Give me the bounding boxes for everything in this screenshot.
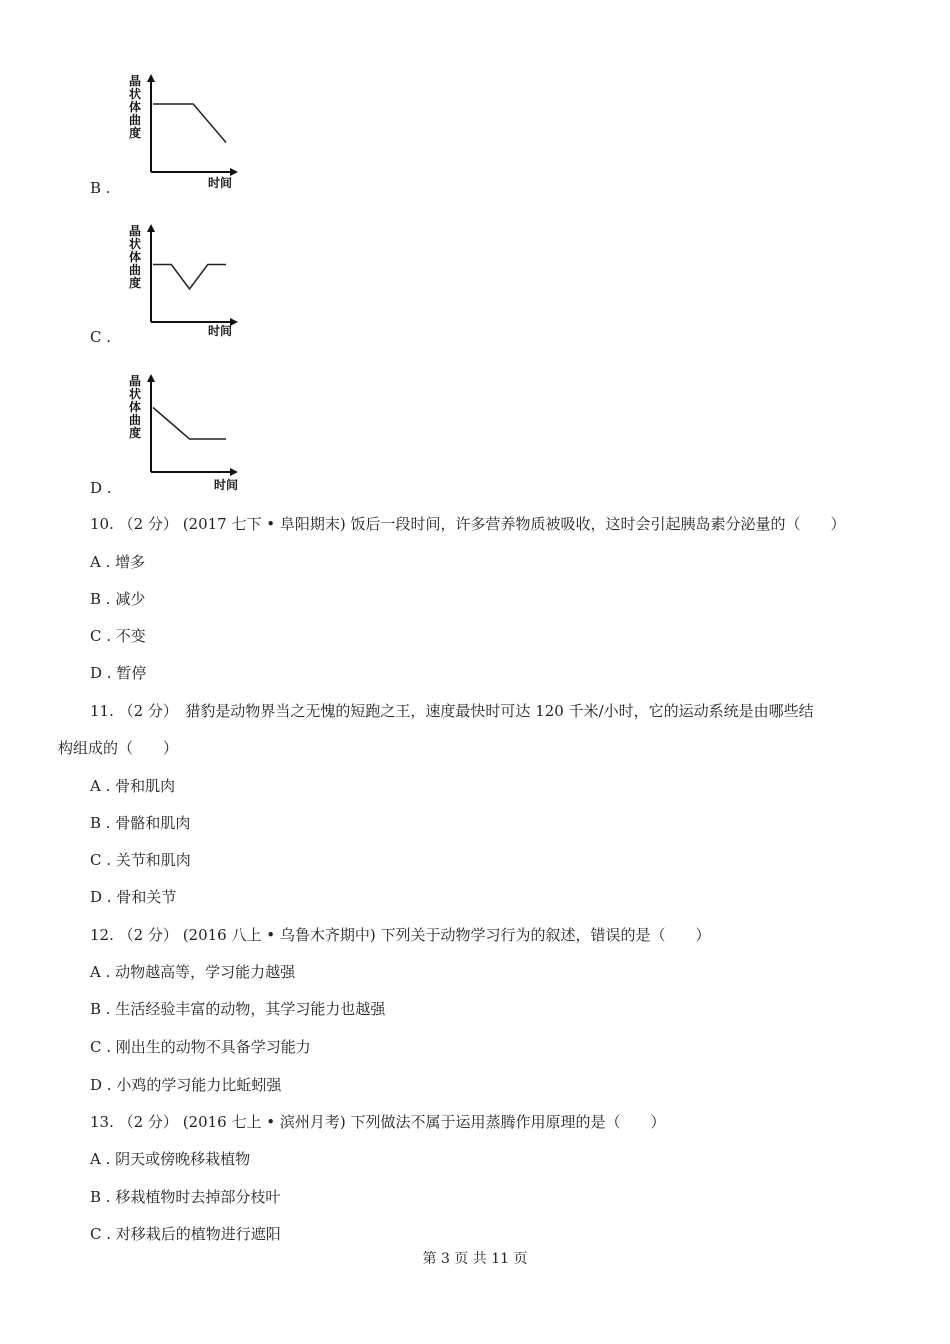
figure-c-plot [126,222,256,342]
option-label-b: B . [90,179,111,197]
y-axis-arrow [147,224,155,232]
question-13-stem: 13. （2 分） (2016 七上 • 滨州月考) 下列做法不属于运用蒸腾作用原理的是（ ） [90,1113,666,1131]
option-13-a: A . 阴天或傍晚移栽植物 [90,1150,251,1168]
figure-d [126,372,256,492]
curve [153,104,226,143]
option-11-a: A . 骨和肌肉 [90,777,176,795]
option-label-c: C . [90,328,112,346]
y-axis-label: 晶 状 体 曲 度 [128,374,141,440]
question-10-stem: 10. （2 分） (2017 七下 • 阜阳期末) 饭后一段时间，许多营养物质被吸收，这时会引起胰岛素分泌量的（ ） [90,515,846,533]
option-13-b: B . 移栽植物时去掉部分枝叶 [90,1188,281,1206]
question-11-stem: 11. （2 分） 猎豹是动物界当之无愧的短跑之王，速度最快时可达 120 千米/小时，它的运动系统是由哪些结 [90,702,814,720]
page-footer: 第 3 页 共 11 页 [422,1251,528,1267]
option-10-b: B . 减少 [90,590,146,608]
y-axis-label: 晶 状 体 曲 度 [128,74,141,140]
option-13-c: C . 对移栽后的植物进行遮阳 [90,1225,281,1243]
option-10-a: A . 增多 [90,553,146,571]
curve [153,265,226,290]
y-axis-label: 晶 状 体 曲 度 [128,224,141,290]
x-axis-label: 时间 [208,324,233,338]
figure-d-plot [126,372,256,492]
x-axis-label: 时间 [214,478,239,492]
x-axis-arrow [230,468,238,476]
option-10-c: C . 不变 [90,627,146,645]
option-11-d: D . 骨和关节 [90,888,177,906]
curve [153,408,226,440]
y-axis-arrow [147,374,155,382]
figure-c [126,222,256,342]
figure-b-plot [126,72,256,192]
question-11-stem-cont: 构组成的（ ） [58,739,179,757]
x-axis-label: 时间 [208,176,233,190]
question-12-stem: 12. （2 分） (2016 八上 • 乌鲁木齐期中) 下列关于动物学习行为的叙述，错误的是（ ） [90,926,711,944]
option-12-c: C . 刚出生的动物不具备学习能力 [90,1038,311,1056]
option-11-c: C . 关节和肌肉 [90,851,191,869]
option-11-b: B . 骨骼和肌肉 [90,814,191,832]
option-12-b: B . 生活经验丰富的动物，其学习能力也越强 [90,1000,386,1018]
option-label-d: D . [90,479,112,497]
option-10-d: D . 暂停 [90,664,147,682]
y-axis-arrow [147,74,155,82]
option-12-d: D . 小鸡的学习能力比蚯蚓强 [90,1076,282,1094]
option-12-a: A . 动物越高等，学习能力越强 [90,963,296,981]
figure-b [126,72,256,192]
